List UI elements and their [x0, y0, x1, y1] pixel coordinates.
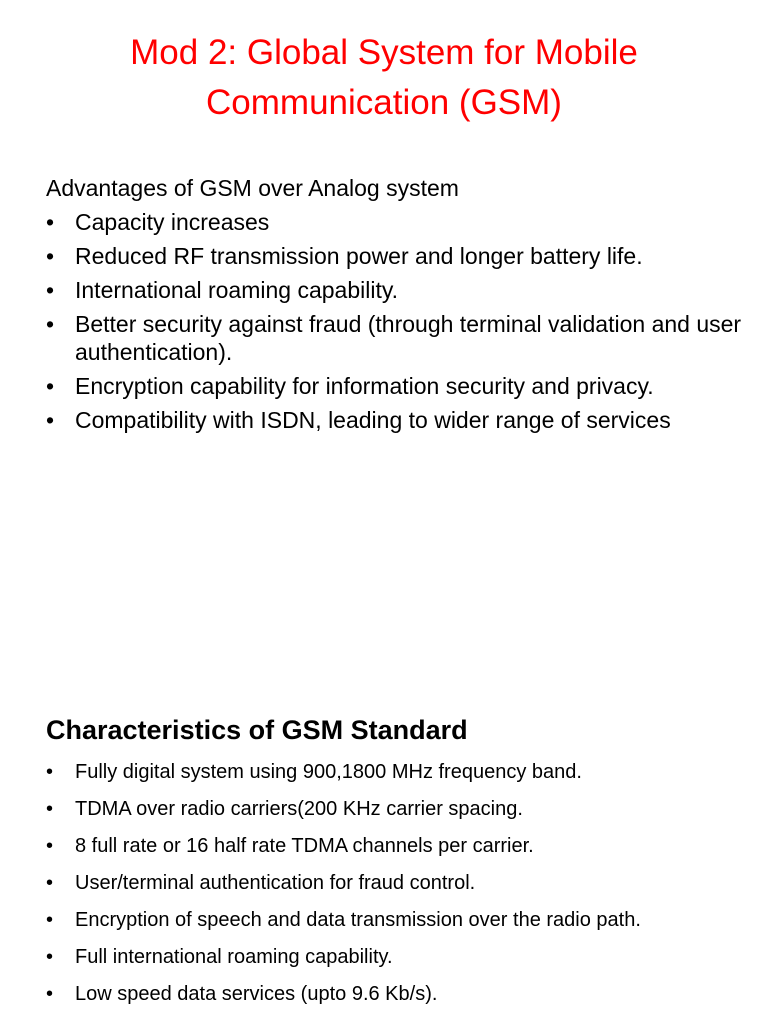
- bullet-icon: •: [46, 373, 55, 399]
- bullet-icon: •: [46, 277, 55, 303]
- bullet-icon: •: [46, 243, 55, 269]
- list-item-text: Capacity increases: [75, 209, 270, 235]
- list-item-text: Reduced RF transmission power and longer battery life.: [75, 243, 643, 269]
- list-item: [46, 906, 746, 934]
- list-item: [46, 943, 746, 971]
- bullet-icon: •: [46, 983, 54, 1005]
- slide-characteristics: [0, 700, 768, 1024]
- advantages-list: [46, 208, 746, 440]
- list-item-text: Better security against fraud (through terminal validation and user authentication).: [75, 311, 742, 365]
- list-item: [46, 980, 746, 1008]
- list-item: [46, 276, 746, 304]
- list-item: [46, 869, 746, 897]
- bullet-icon: •: [46, 909, 54, 931]
- list-item: [46, 758, 746, 786]
- list-item: [46, 310, 746, 366]
- intro-text: Advantages of GSM over Analog system: [46, 175, 459, 201]
- list-item-text: Fully digital system using 900,1800 MHz frequency band.: [75, 761, 582, 783]
- list-item-text: Compatibility with ISDN, leading to wider range of services: [75, 407, 671, 433]
- slide-title: Mod 2: Global System for Mobile Communication (GSM): [130, 33, 638, 122]
- bullet-icon: •: [46, 407, 55, 433]
- list-item: [46, 795, 746, 823]
- bullet-icon: •: [46, 946, 54, 968]
- list-item: [46, 372, 746, 400]
- list-item-text: Full international roaming capability.: [75, 946, 393, 968]
- list-item-text: Low speed data services (upto 9.6 Kb/s).: [75, 983, 438, 1005]
- characteristics-list: [46, 758, 746, 1017]
- list-item-text: User/terminal authentication for fraud control.: [75, 872, 476, 894]
- bullet-icon: •: [46, 872, 54, 894]
- list-item-text: 8 full rate or 16 half rate TDMA channels per carrier.: [75, 835, 534, 857]
- bullet-icon: •: [46, 835, 54, 857]
- list-item-text: Encryption of speech and data transmission over the radio path.: [75, 909, 641, 931]
- list-item: [46, 406, 746, 434]
- bullet-icon: •: [46, 209, 55, 235]
- bullet-icon: •: [46, 311, 55, 337]
- list-item: [46, 208, 746, 236]
- list-item: [46, 832, 746, 860]
- bullet-icon: •: [46, 798, 54, 820]
- section-heading: Characteristics of GSM Standard: [46, 715, 468, 745]
- list-item-text: Encryption capability for information security and privacy.: [75, 373, 654, 399]
- list-item-text: International roaming capability.: [75, 277, 399, 303]
- list-item: [46, 242, 746, 270]
- bullet-icon: •: [46, 761, 54, 783]
- list-item-text: TDMA over radio carriers(200 KHz carrier spacing.: [75, 798, 523, 820]
